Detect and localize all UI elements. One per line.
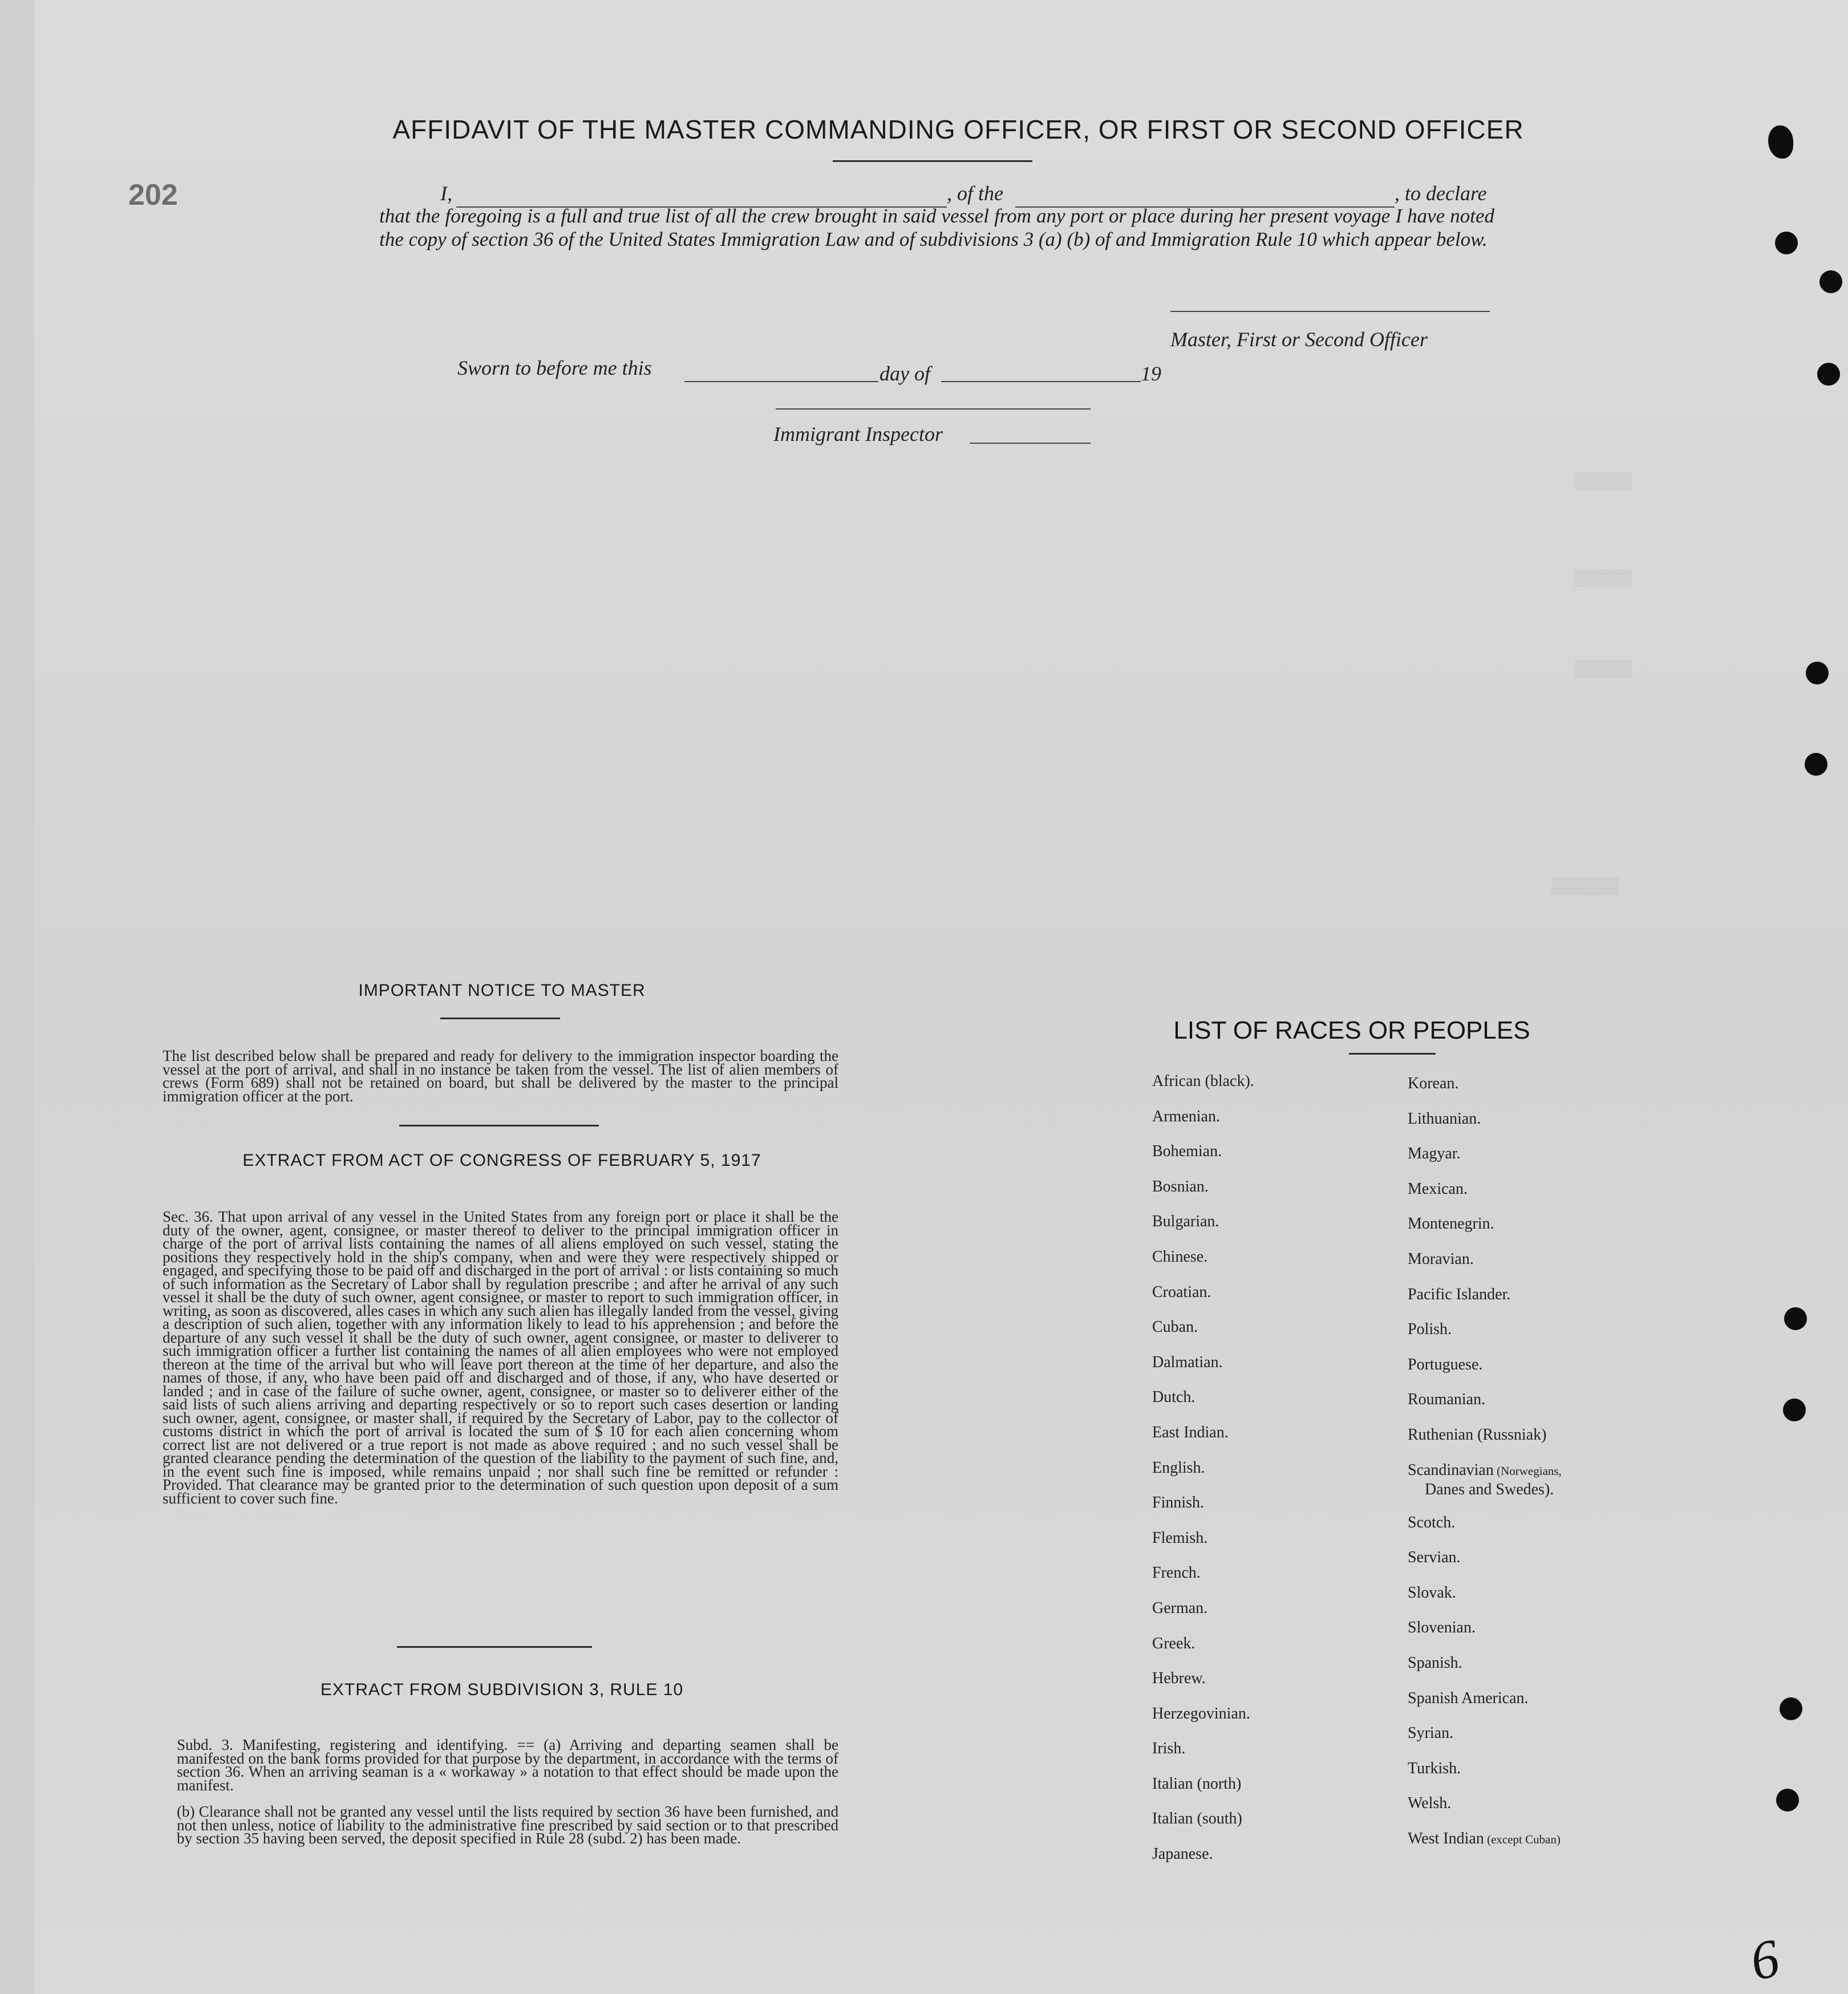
race-item (1152, 1528, 1254, 1563)
bleed-through-text: ▒▒▒▒▒▒▒ (1551, 878, 1619, 896)
race-item (1152, 1598, 1254, 1634)
race-item (1408, 1214, 1562, 1249)
race-note-line2: Danes and Swedes). (1425, 1480, 1554, 1498)
race-item (1152, 1177, 1254, 1212)
day-of-label: day of (880, 362, 930, 385)
notice-rule (440, 1018, 560, 1019)
race-label: Welsh. (1408, 1794, 1452, 1813)
race-label: Bohemian. (1152, 1142, 1222, 1161)
races-rule (1349, 1053, 1436, 1055)
rule-para-b: (b) Clearance shall not be granted any vessel until the lists required by section 36 have been furnished, and not then unless, notice of liability to the administrative fine prescribed by said section or to that prescribed by section 35 having been served, the deposit specified in Rule 28 (subd. 2) has been made. (177, 1803, 838, 1847)
race-item (1408, 1389, 1562, 1425)
races-left-column (1152, 1071, 1254, 1879)
race-label: Dutch. (1152, 1388, 1195, 1407)
stamp-number: 202 (128, 179, 178, 212)
race-item (1408, 1144, 1562, 1179)
race-label: Magyar. (1408, 1145, 1461, 1163)
act-heading: EXTRACT FROM ACT OF CONGRESS OF FEBRUARY 5, 1917 (242, 1151, 761, 1170)
race-item (1152, 1458, 1254, 1493)
race-label: Armenian. (1152, 1107, 1220, 1125)
race-label: Chinese. (1152, 1247, 1208, 1266)
race-label: Japanese. (1152, 1845, 1213, 1863)
act-end-rule (397, 1646, 592, 1648)
race-item (1152, 1668, 1254, 1704)
race-label: Mexican. (1408, 1180, 1468, 1198)
race-label: Finnish. (1152, 1494, 1205, 1512)
race-label: Italian (north) (1152, 1774, 1242, 1793)
race-item (1408, 1073, 1562, 1109)
race-item (1408, 1109, 1562, 1144)
race-item (1408, 1284, 1562, 1320)
inspector-underline (970, 443, 1091, 444)
race-label: Slovak. (1408, 1583, 1456, 1602)
race-label: Flemish. (1152, 1529, 1208, 1547)
notice-text: The list described below shall be prepared and ready for delivery to the immigration inspector boarding the vessel at the port of arrival, and shall in no instance be taken from the vessel. The list of alien members of crews (Form 689) shall not be retained on board, but shall be delivered by the master to the principal immigration officer at the port. (163, 1047, 838, 1105)
race-item (1408, 1547, 1562, 1583)
i-label: I, (440, 182, 452, 205)
race-item (1152, 1211, 1254, 1247)
race-label: Hebrew. (1152, 1669, 1206, 1688)
race-item (1152, 1774, 1254, 1809)
race-item (1152, 1809, 1254, 1844)
race-label: Italian (south) (1152, 1810, 1242, 1828)
bleed-through-text: ▒▒▒▒▒▒ (1574, 473, 1632, 491)
race-label: Montenegrin. (1408, 1215, 1494, 1233)
race-label: Spanish. (1408, 1653, 1462, 1672)
race-note: (Norwegians, (1493, 1464, 1562, 1478)
race-item (1152, 1282, 1254, 1318)
race-label: Pacific Islander. (1408, 1285, 1511, 1303)
race-item (1408, 1460, 1562, 1513)
race-item (1408, 1688, 1562, 1724)
act-text: Sec. 36. That upon arrival of any vessel in the United States from any foreign port or place it shall be the duty of the owner, agent, consignee, or master thereof to deliver to the principal immigration officer in charge of the port of arrival lists containing the names of all aliens employed on such vessel, stating the positions they respectively hold in the ship's company, when and were they were respectively shipped or engaged, and specifying those to be paid off and discharged in the port of arrival : or lists containing so much of such information as the Secretary of Labor shall by regulation prescribe ; and after he arrival of any such vessel it shall be the duty of such owner, agent consignee, or master to report to such immigration officer, in writing, as soon as discovered, alles cases in which any such alien has illegally landed from the vessel, giving a description of such alien, together with any information likely to lead to his apprehension ; and before the departure of any such vessel it shall be the duty of such owner, agent consignee, or master to deliverer to such immigration officer a further list containing the names of all alien employees who were not employed thereon at the time of the arrival but who will leave port thereon at the time of her departure, and also the names of those, if any, who have been paid off and discharged and of those, if any, who have deserted or landed ; and in case of the failure of suche owner, agent, consignee, or master so to deliverer either of the said lists of such aliens arriving and departing respectively or so to report such cases desertion or landing such owner, agent, consignee, or master shall, if required by the Secretary of Labor, pay to the collector of customs district in which the port of arrival is located the sum of $ 10 for each alien concerning whom correct list are not delivered or a true report is not made as above required ; and no such vessel shall be granted clearance pending the determination of the question of the liability to the payment of such fine, and, in the event such fine is imposed, while remains unpaid ; nor shall such fine be remitted or refunder : Provided. That clearance may be granted prior to the determination of such question upon deposit of a sum sufficient to cover such fine. (163, 1208, 838, 1507)
races-title: LIST OF RACES OR PEOPLES (1173, 1016, 1530, 1044)
race-item (1408, 1425, 1562, 1460)
race-label: Scotch. (1408, 1513, 1456, 1531)
race-label: Croatian. (1152, 1283, 1211, 1301)
sworn-month-field[interactable] (941, 381, 1141, 382)
bleed-through-text: ▒▒▒▒▒▒ (1574, 662, 1632, 679)
page-number: 6 (1745, 1927, 1785, 1992)
race-label: Korean. (1408, 1075, 1459, 1092)
race-item (1408, 1249, 1562, 1284)
affidavit-title: AFFIDAVIT OF THE MASTER COMMANDING OFFICER, OR FIRST OR SECOND OFFICER (392, 115, 1524, 144)
race-item (1408, 1355, 1562, 1390)
race-label: Irish. (1152, 1740, 1186, 1758)
binder-hole (1784, 1307, 1807, 1330)
race-item (1152, 1247, 1254, 1282)
race-item (1152, 1738, 1254, 1774)
year-label: 19 (1141, 362, 1161, 385)
race-item (1152, 1563, 1254, 1598)
bleed-through-text: ▒▒▒▒▒▒ (1574, 570, 1632, 588)
race-item (1408, 1513, 1562, 1548)
race-label: Moravian. (1408, 1250, 1474, 1268)
race-item (1152, 1141, 1254, 1177)
race-label: Slovenian. (1408, 1619, 1476, 1637)
race-label: Lithuanian. (1408, 1109, 1481, 1128)
race-item (1152, 1844, 1254, 1879)
binder-hole (1768, 125, 1793, 159)
binder-hole (1783, 1399, 1806, 1421)
binder-hole (1780, 1697, 1802, 1720)
race-label: Herzegovinian. (1152, 1704, 1250, 1723)
race-label: French. (1152, 1564, 1201, 1582)
race-item (1408, 1583, 1562, 1618)
race-label: Roumanian. (1408, 1391, 1486, 1409)
to-declare-label: , to declare (1395, 182, 1487, 205)
signature-line[interactable] (1170, 311, 1490, 312)
notice-heading: IMPORTANT NOTICE TO MASTER (358, 981, 646, 1000)
race-item (1408, 1829, 1562, 1864)
race-label: West Indian (1408, 1829, 1484, 1847)
race-label: Servian. (1408, 1549, 1461, 1567)
race-label: Cuban. (1152, 1318, 1198, 1336)
race-label: Greek. (1152, 1634, 1195, 1652)
race-item (1152, 1422, 1254, 1458)
binder-hole (1819, 270, 1842, 293)
affidavit-body: that the foregoing is a full and true list of all the crew brought in said vessel from any port or place during her present voyage I have noted the copy of section 36 of the United States Immigration Law and of subdivisions 3 (a) (b) of and Immigration Rule 10 which appear below. (379, 205, 1494, 250)
race-label: Dalmatian. (1152, 1353, 1223, 1371)
race-item (1152, 1493, 1254, 1528)
race-item (1408, 1179, 1562, 1214)
notice-end-rule (399, 1125, 599, 1126)
race-item (1408, 1758, 1562, 1794)
race-item (1408, 1319, 1562, 1355)
binder-hole (1775, 232, 1798, 254)
race-label: Portuguese. (1408, 1355, 1483, 1373)
race-label: English. (1152, 1458, 1205, 1477)
race-label: Ruthenian (Russniak) (1408, 1425, 1547, 1444)
races-right-column (1408, 1073, 1562, 1863)
rule-para-a: Subd. 3. Manifesting, registering and identifying. == (a) Arriving and departing seamen shall be manifested on the bank forms provided for that purpose by the department, in accordance with the terms of section 36. When an arriving seaman is a « workaway » a notation to that effect should be made upon the manifest. (177, 1736, 838, 1794)
race-label: East Indian. (1152, 1423, 1229, 1441)
race-label: Polish. (1408, 1320, 1452, 1339)
inspector-signature-line[interactable] (776, 408, 1091, 410)
race-item (1408, 1793, 1562, 1829)
race-item (1408, 1618, 1562, 1653)
title-rule (833, 160, 1032, 162)
race-item (1152, 1387, 1254, 1422)
race-item (1408, 1723, 1562, 1758)
race-item (1152, 1704, 1254, 1739)
binder-hole (1817, 363, 1840, 386)
race-label: Bosnian. (1152, 1177, 1209, 1195)
rule-heading: EXTRACT FROM SUBDIVISION 3, RULE 10 (320, 1680, 684, 1699)
sworn-day-field[interactable] (684, 381, 878, 382)
binder-hole (1776, 1789, 1799, 1811)
race-item (1152, 1352, 1254, 1388)
race-label: Spanish American. (1408, 1689, 1529, 1707)
race-label: Bulgarian. (1152, 1213, 1219, 1231)
of-the-label: , of the (947, 182, 1003, 205)
race-item (1408, 1653, 1562, 1688)
race-label: Turkish. (1408, 1759, 1461, 1777)
race-item (1152, 1634, 1254, 1669)
race-label: German. (1152, 1599, 1208, 1617)
race-label: African (black). (1152, 1072, 1254, 1090)
race-item (1152, 1107, 1254, 1142)
binder-hole (1806, 662, 1829, 684)
race-item (1152, 1071, 1254, 1107)
race-label: Syrian. (1408, 1724, 1454, 1742)
sworn-label: Sworn to before me this (457, 356, 652, 379)
binder-hole (1805, 753, 1827, 776)
race-label: Scandinavian (1408, 1461, 1494, 1479)
inspector-label: Immigrant Inspector (773, 423, 943, 445)
race-note: (except Cuban) (1484, 1832, 1561, 1846)
signature-label: Master, First or Second Officer (1170, 328, 1428, 351)
race-item (1152, 1317, 1254, 1352)
